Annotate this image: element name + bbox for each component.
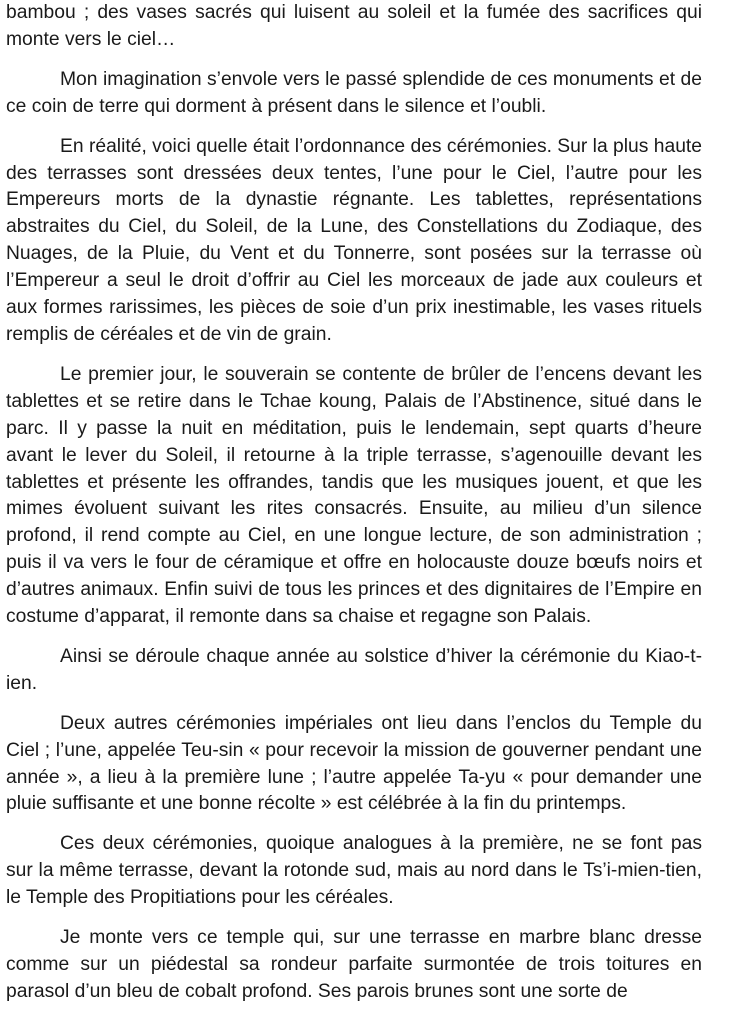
paragraph: Mon imagination s’envole vers le passé splendide de ces monuments et de ce coin de terre qui dorment à présent dans le silence et l’oubli.	[6, 68, 702, 117]
paragraph: Je monte vers ce temple qui, sur une terrasse en marbre blanc dresse comme sur un piédestal sa rondeur parfaite surmontée de trois toitures en parasol d’un bleu de cobalt profond. Ses parois brunes sont une sorte de	[6, 927, 702, 1002]
paragraph: Ces deux cérémonies, quoique analogues à la première, ne se font pas sur la même terrasse, devant la rotonde sud, mais au nord dans le Ts’i-mien-tien, le Temple des Propitiations pour les céréales.	[6, 833, 702, 909]
paragraph: Ainsi se déroule chaque année au solstice d’hiver la cérémonie du Kiao-t-ien.	[6, 645, 702, 694]
paragraph: En réalité, voici quelle était l’ordonnance des cérémonies. Sur la plus haute des terrasses sont dressées deux tentes, l’une pour le Ciel, l’autre pour les Empereurs morts de la dynastie régnante. Les tablettes, représentations abstraites du Ciel, du Soleil, de la Lune, des Constellations du Zodiaque, des Nuages, de la Pluie, du Vent et du Tonnerre, sont posées sur la terrasse où l’Empereur a seul le droit d’offrir au Ciel les morceaux de jade aux couleurs et aux formes rarissimes, les pièces de soie d’un prix inestimable, les vases rituels remplis de céréales et de vin de grain.	[6, 135, 703, 345]
paragraph: Le premier jour, le souverain se contente de brûler de l’encens devant les tablettes et se retire dans le Tchae koung, Palais de l’Abstinence, situé dans le parc. Il y passe la nuit en méditation, puis le lendemain, sept quarts d’heure avant le lever du Soleil, il retourne à la triple terrasse, s’agenouille devant les tablettes et présente les offrandes, tandis que les musiques jouent, et que les mimes évoluent suivant les rites consacrés. Ensuite, au milieu d’un silence profond, il rend compte au Ciel, en une longue lecture, de son administration ; puis il va vers le four de céramique et offre en holocauste douze bœufs noirs et d’autres animaux. Enfin suivi de tous les princes et des dignitaires de l’Empire en costume d’apparat, il remonte dans sa chaise et regagne son Palais.	[6, 363, 702, 628]
paragraph-continuation: bambou ; des vases sacrés qui luisent au soleil et la fumée des sacrifices qui monte vers le ciel…	[6, 2, 702, 50]
document-page	[6, 0, 702, 1019]
paragraph: Deux autres cérémonies impériales ont lieu dans l’enclos du Temple du Ciel ; l’une, appelée Teu-sin « pour recevoir la mission de gouverner pendant une année », a lieu à la première lune ; l’autre appelée Ta-yu « pour demander une pluie suffisante et une bonne récolte » est célébrée à la fin du printemps.	[6, 712, 702, 815]
